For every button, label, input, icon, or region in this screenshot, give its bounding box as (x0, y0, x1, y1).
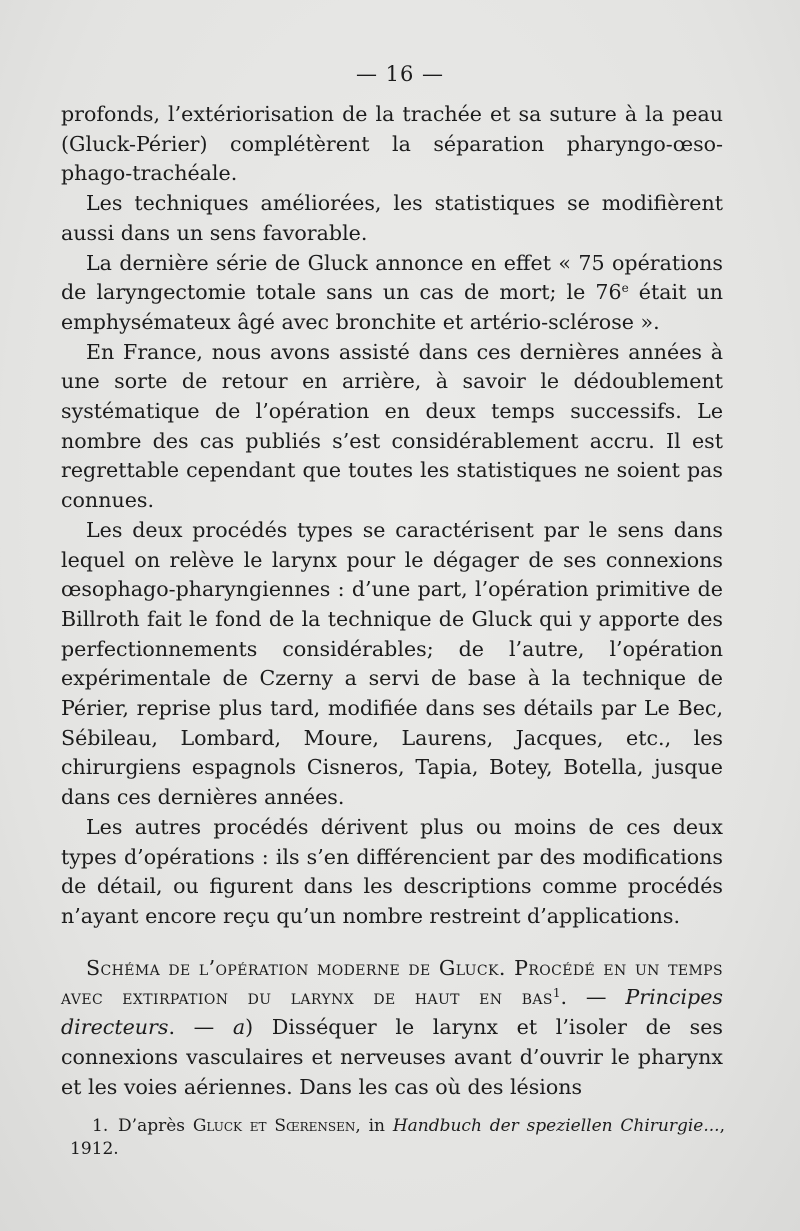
paragraph-3-text-b: était un emphysémateux âgé avec bronchite et artério-sclérose ». (61, 280, 723, 334)
item-text: ) Disséquer le larynx et l’isoler de ses connexions vasculaires et nerveuses avant d’ouvrir le pharynx et les voies aériennes. Dans les cas où des lésions (61, 1015, 723, 1099)
section-title: Schéma de l’opération moderne de Gluck. Procédé en un temps avec extirpation du larynx de haut en bas (61, 955, 723, 1010)
section-heading-paragraph (61, 954, 723, 1103)
section-subtitle: Principes directeurs (61, 985, 723, 1040)
footnote-number: 1. (92, 1116, 109, 1136)
paragraph-3 (61, 249, 723, 338)
subtitle-dash: . — (168, 1015, 233, 1040)
footnote-mid: , in (355, 1116, 393, 1136)
paragraph-2: Les techniques améliorées, les statistiques se modifièrent aussi dans un sens favorable. (61, 191, 723, 245)
footnote-marker: 1 (552, 986, 561, 1001)
paragraph-6: Les autres procédés dérivent plus ou moins de ces deux types d’opérations : ils s’en différencient par des modifications de détail, ou figurent dans les descriptions comme procédés n’ayant encore reçu qu’un nombre restreint d’applications. (61, 814, 723, 928)
paragraph-3-text-a: La dernière série de Gluck annonce en effet « 75 opérations de laryngectomie totale sans un cas de mort; le 76 (61, 250, 723, 305)
footnote-suffix: , 1912. (70, 1116, 725, 1159)
footnote-prefix: D’après (110, 1116, 193, 1136)
paragraph-1: profonds, l’extériorisation de la trachée et sa suture à la peau (Gluck-Périer) complétèrent la séparation pharyngo-œso-phago-trachéale. (61, 102, 723, 186)
paragraph-4: En France, nous avons assisté dans ces dernières années à une sorte de retour en arrière, à savoir le dédoublement systématique de l’opération en deux temps successifs. Le nombre des cas publiés s’est considérablement accru. Il est regrettable cependant que toutes les statistiques ne soient pas connues. (61, 339, 723, 513)
footnote (70, 1115, 725, 1161)
section-dash: . — (560, 985, 626, 1010)
footnote-authors: Gluck et Sœrensen (192, 1116, 356, 1136)
item-label: a (232, 1015, 246, 1040)
superscript-e: e (621, 281, 629, 296)
paragraph-5: Les deux procédés types se caractérisent par le sens dans lequel on relève le larynx pour le dégager de ses connexions œsophago-pharyngiennes : d’une part, l’opération primitive de Billroth fait le fond de la technique de Gluck qui y apporte des perfectionnements considérables; de l’autre, l’opération expérimentale de Czerny a servi de base à la technique de Périer, reprise plus tard, modifiée dans ses détails par Le Bec, Sébileau, Lombard, Moure, Laurens, Jacques, etc., les chirurgiens espagnols Cisneros, Tapia, Botey, Botella, jusque dans ces dernières années. (61, 517, 723, 810)
body-text (61, 100, 723, 1102)
page-number: — 16 — (355, 62, 445, 86)
footnote-book-title: Handbuch der speziellen Chirurgie... (392, 1116, 720, 1136)
